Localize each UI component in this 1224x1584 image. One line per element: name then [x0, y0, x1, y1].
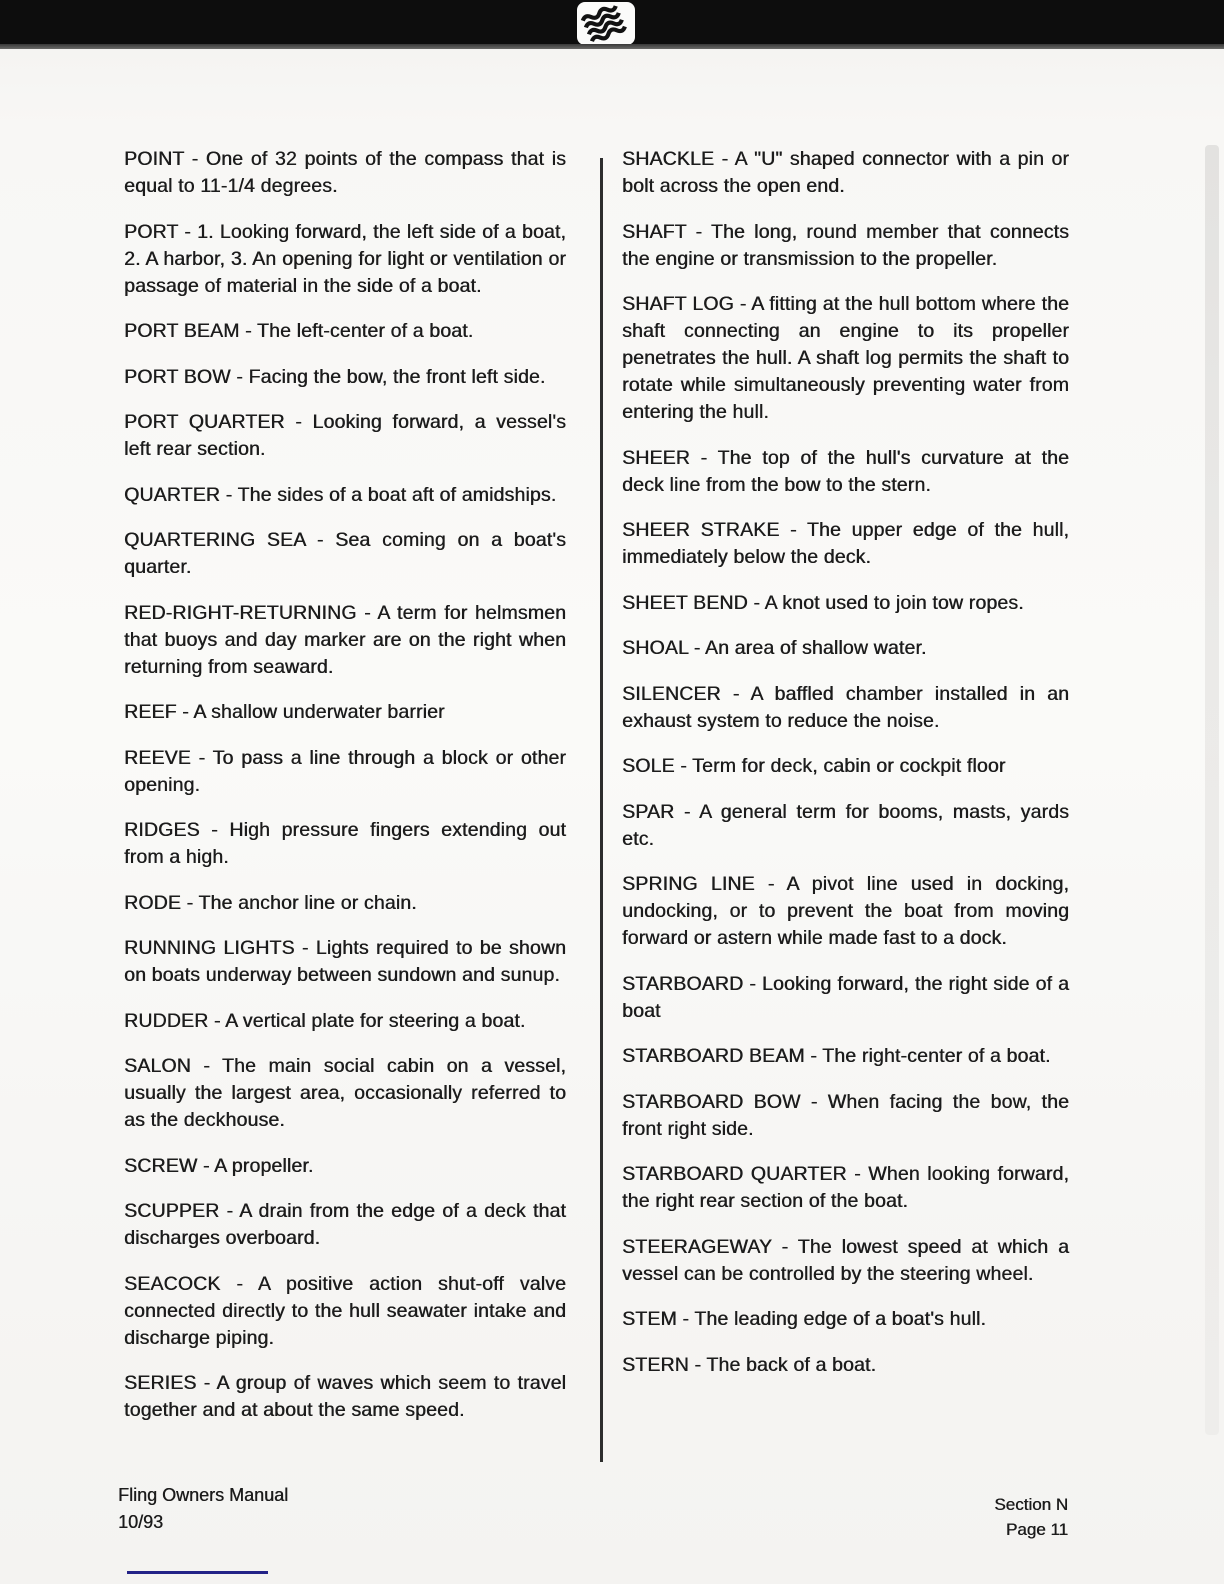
glossary-column-left: [124, 146, 566, 1443]
glossary-entry: SHEET BEND - A knot used to join tow ropes.: [622, 591, 1024, 614]
glossary-entry: RIDGES - High pressure fingers extending out from a high.: [124, 819, 566, 868]
glossary-entry: RODE - The anchor line or chain.: [124, 891, 417, 914]
glossary-column-right: [622, 146, 1069, 1397]
waves-icon: [577, 2, 635, 45]
glossary-entry: STARBOARD BOW - When facing the bow, the front right side.: [622, 1090, 1069, 1140]
glossary-entry: RED-RIGHT-RETURNING - A term for helmsmen that buoys and day marker are on the right when returning from seaward.: [124, 601, 566, 678]
glossary-entry: REEVE - To pass a line through a block or other opening.: [124, 746, 566, 796]
glossary-entry: STARBOARD - Looking forward, the right side of a boat: [622, 972, 1069, 1022]
footer-manual-title: Fling Owners Manual: [118, 1485, 289, 1505]
glossary-entry: SHAFT - The long, round member that connects the engine or transmission to the propeller.: [622, 220, 1069, 270]
footer-date: 10/93: [118, 1512, 164, 1532]
footer-page-number: Page 11: [1005, 1520, 1068, 1539]
glossary-entry: STEERAGEWAY - The lowest speed at which a vessel can be controlled by the steering wheel.: [622, 1235, 1069, 1285]
glossary-entry: SILENCER - A baffled chamber installed in an exhaust system to reduce the noise.: [622, 682, 1069, 732]
column-divider: [600, 158, 603, 1462]
glossary-entry: SERIES - A group of waves which seem to travel together and at about the same speed.: [124, 1372, 566, 1421]
footer-section: Section N: [994, 1495, 1068, 1514]
glossary-entry: SHOAL - An area of shallow water.: [622, 637, 927, 659]
glossary-entry: PORT - 1. Looking forward, the left side of a boat, 2. A harbor, 3. An opening for light or ventilation or passage of material in the side of a boat.: [124, 220, 566, 297]
glossary-entry: STARBOARD BEAM - The right-center of a boat.: [622, 1045, 1051, 1067]
footer-page-info: [994, 1492, 1068, 1542]
glossary-entry: SPAR - A general term for booms, masts, yards etc.: [622, 800, 1069, 850]
glossary-entry: RUDDER - A vertical plate for steering a boat.: [124, 1009, 526, 1032]
glossary-entry: PORT QUARTER - Looking forward, a vessel's left rear section.: [124, 411, 566, 460]
glossary-entry: SHACKLE - A "U" shaped connector with a pin or bolt across the open end.: [622, 148, 1069, 197]
glossary-entry: PORT BOW - Facing the bow, the front left side.: [124, 365, 546, 388]
glossary-entry: SCREW - A propeller.: [124, 1154, 314, 1177]
glossary-entry: RUNNING LIGHTS - Lights required to be shown on boats underway between sundown and sunup.: [124, 937, 566, 986]
glossary-entry: QUARTER - The sides of a boat aft of amidships.: [124, 483, 557, 506]
glossary-entry: SEACOCK - A positive action shut-off valve connected directly to the hull seawater intake and discharge piping.: [124, 1272, 566, 1349]
header-shadow-strip: [0, 44, 1224, 49]
brand-logo: [577, 2, 635, 45]
header-bar: [0, 0, 1224, 44]
glossary-entry: STEM - The leading edge of a boat's hull.: [622, 1308, 986, 1330]
glossary-entry: SALON - The main social cabin on a vessel, usually the largest area, occasionally referred to as the deckhouse.: [124, 1055, 566, 1131]
glossary-entry: STERN - The back of a boat.: [622, 1353, 877, 1376]
footer-doc-info: [118, 1482, 288, 1536]
glossary-entry: SOLE - Term for deck, cabin or cockpit floor: [622, 755, 1006, 777]
glossary-entry: SHEER - The top of the hull's curvature at the deck line from the bow to the stern.: [622, 446, 1069, 496]
glossary-entry: SHEER STRAKE - The upper edge of the hull, immediately below the deck.: [622, 519, 1069, 568]
glossary-entry: PORT BEAM - The left-center of a boat.: [124, 320, 474, 342]
glossary-entry: SPRING LINE - A pivot line used in docking, undocking, or to prevent the boat from moving forward or astern while made fast to a dock.: [622, 873, 1069, 949]
glossary-entry: POINT - One of 32 points of the compass that is equal to 11-1/4 degrees.: [124, 148, 566, 197]
footer-accent-line: [127, 1571, 268, 1574]
glossary-entry: SHAFT LOG - A fitting at the hull bottom where the shaft connecting an engine to its propeller penetrates the hull. A shaft log permits the shaft to rotate while simultaneously preventing water from entering the hull.: [622, 293, 1069, 423]
glossary-entry: REEF - A shallow underwater barrier: [124, 701, 445, 723]
glossary-entry: STARBOARD QUARTER - When looking forward, the right rear section of the boat.: [622, 1163, 1069, 1212]
scan-edge-artifact: [1205, 145, 1219, 1435]
glossary-entry: QUARTERING SEA - Sea coming on a boat's quarter.: [124, 529, 566, 578]
glossary-entry: SCUPPER - A drain from the edge of a deck that discharges overboard.: [124, 1200, 566, 1249]
